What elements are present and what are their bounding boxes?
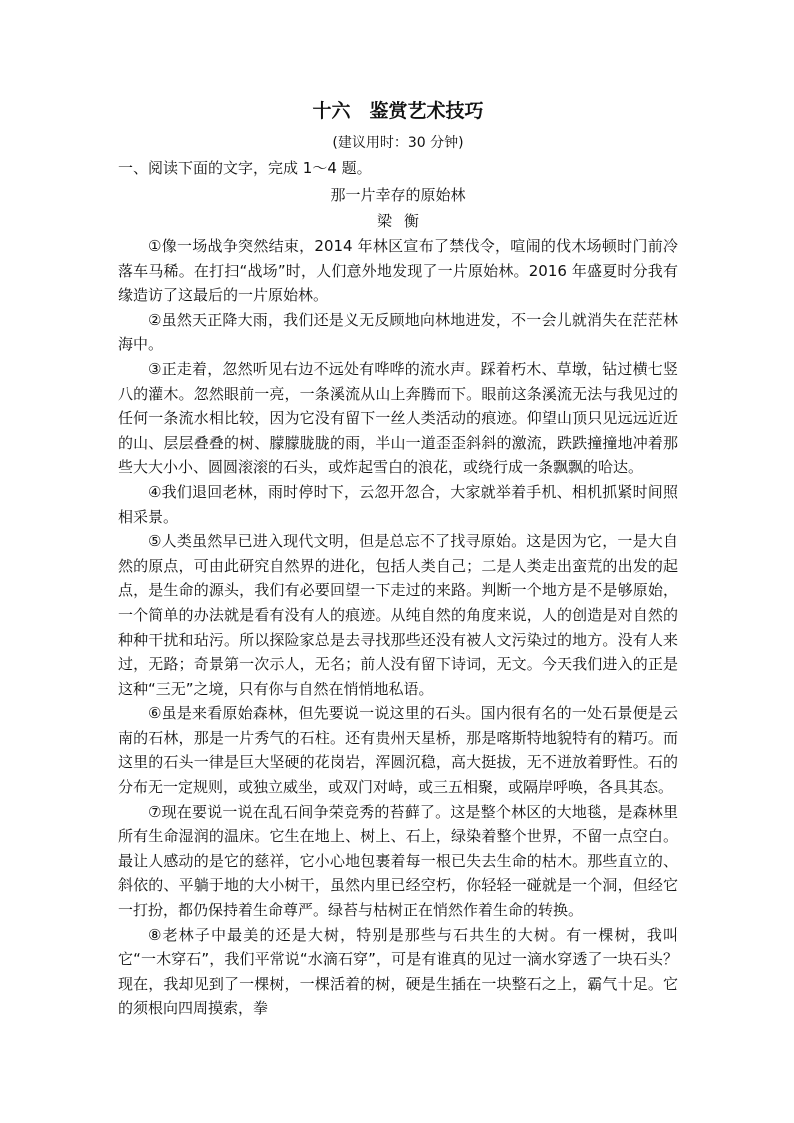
paragraph-6: ⑥虽是来看原始森林，但先要说一说这里的石头。国内很有名的一处石景便是云南的石林，那是一片秀气的石柱。还有贵州天星桥，那是喀斯特地貌特有的精巧。而这里的石头一律是巨大坚硬的花岗岩，浑圆沉稳，高大挺拔，无不迸放着野性。石的分布无一定规则，或独立威坐，或双门对峙，或三五相聚，或隔岸呼唤，各具其态。 [118,704,678,797]
paragraph-7: ⑦现在要说一说在乱石间争荣竞秀的苔藓了。这是整个林区的大地毯，是森林里所有生命湿润的温床。它生在地上、树上、石上，绿染着整个世界，不留一点空白。最让人感动的是它的慈祥，它小心地包裹着每一根已失去生命的枯木。那些直立的、斜依的、平躺于地的大小树干，虽然内里已经空朽，你轻轻一碰就是一个洞，但经它一打扮，都仍保持着生命尊严。绿苔与枯树正在悄然作着生命的转换。 [118,802,678,920]
article-title: 那一片幸存的原始林 [330,186,466,204]
paragraph-3: ③正走着，忽然听见右边不远处有哗哗的流水声。踩着朽木、草墩，钻过横七竖八的灌木。忽然眼前一亮，一条溪流从山上奔腾而下。眼前这条溪流无法与我见过的任何一条流水相比较，因为它没有留下一丝人类活动的痕迹。仰望山顶只见远远近近的山、层层叠叠的树、朦朦胧胧的雨，半山一道歪歪斜斜的激流，跌跌撞撞地冲着那些大大小小、圆圆滚滚的石头，或炸起雪白的浪花，或绕行成一条飘飘的哈达。 [118,359,678,477]
paragraph-1: ①像一场战争突然结束，2014 年林区宣布了禁伐令，喧闹的伐木场顿时门前冷落车马稀。在打扫“战场”时，人们意外地发现了一片原始林。2016 年盛夏时分我有缘造访了这最后的一片原始林。 [118,237,678,305]
page-content [118,96,678,1021]
paragraph-8: ⑧老林子中最美的还是大树，特别是那些与石共生的大树。有一棵树，我叫它“一木穿石”，我们平常说“水滴石穿”，可是有谁真的见过一滴水穿透了一块石头？现在，我却见到了一棵树，一棵活着的树，硬是生插在一块整石之上，霸气十足。它的须根向四周摸索，拳 [118,925,678,1018]
paragraph-4: ④我们退回老林，雨时停时下，云忽开忽合，大家就举着手机、相机抓紧时间照相采景。 [118,482,678,526]
question-instruction: 一、阅读下面的文字，完成 1～4 题。 [118,159,372,177]
paragraph-5: ⑤人类虽然早已进入现代文明，但是总忘不了找寻原始。这是因为它，一是大自然的原点，可由此研究自然界的进化，包括人类自己；二是人类走出蛮荒的出发的起点，是生命的源头，我们有必要回望一下走过的来路。判断一个地方是不是够原始，一个简单的办法就是看有没有人的痕迹。从纯自然的角度来说，人的创造是对自然的种种干扰和玷污。所以探险家总是去寻找那些还没有被人文污染过的地方。没有人来过，无路；奇景第一次示人，无名；前人没有留下诗词，无文。今天我们进入的正是这种“三无”之境，只有你与自然在悄悄地私语。 [118,532,678,698]
paragraph-2: ②虽然天正降大雨，我们还是义无反顾地向林地进发，不一会儿就消失在茫茫林海中。 [118,310,678,354]
article-author: 梁衡 [376,212,431,230]
time-suggestion: (建议用时：30 分钟) [332,135,464,151]
page-title: 十六 鉴赏艺术技巧 [312,100,484,122]
